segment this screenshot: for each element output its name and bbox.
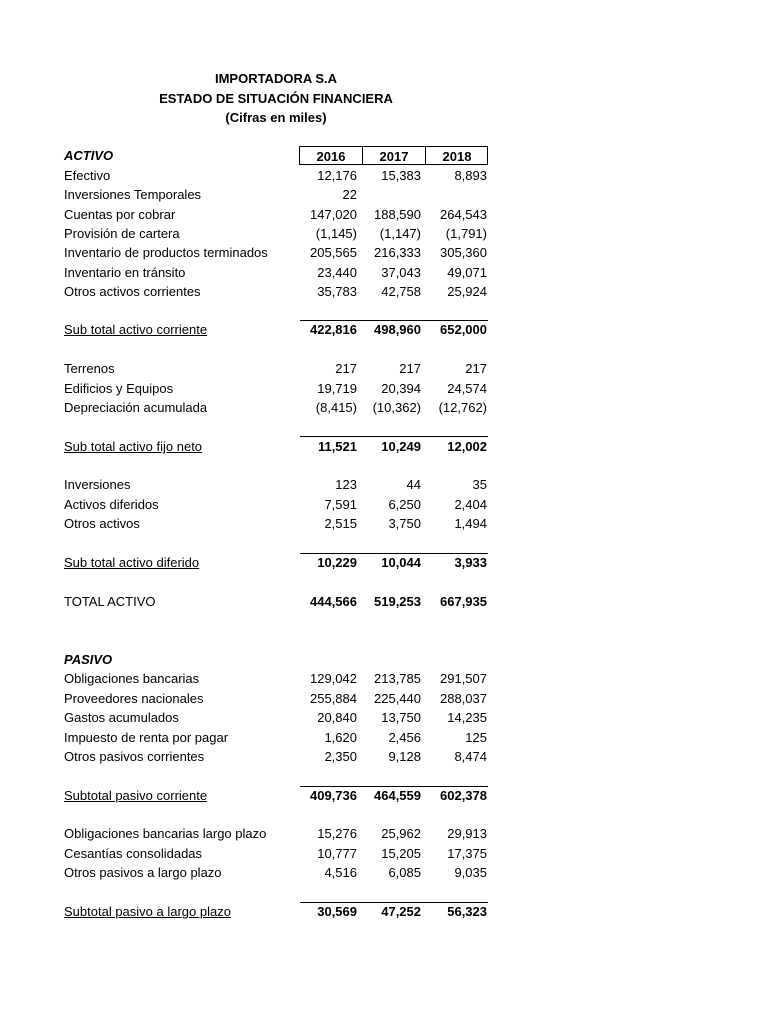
value-2016: 10,229 (317, 555, 357, 570)
table-row (0, 168, 768, 187)
value-2016: 147,020 (310, 207, 357, 222)
value-2018: 12,002 (447, 439, 487, 454)
value-2017: (10,362) (372, 400, 421, 415)
value-2017: 37,043 (381, 265, 421, 280)
value-2016: 217 (335, 361, 357, 376)
value-2018: 291,507 (440, 671, 487, 686)
value-2016: 23,440 (317, 265, 357, 280)
row-label: Obligaciones bancarias largo plazo (64, 826, 267, 841)
subtotal-label: Sub total activo corriente (64, 322, 208, 337)
value-2018: 29,913 (447, 826, 487, 841)
value-2016: 444,566 (310, 594, 357, 609)
row-label: Otros activos corrientes (64, 284, 201, 299)
table-row (0, 749, 768, 768)
value-2016: 129,042 (310, 671, 357, 686)
year-2017: 2017 (379, 149, 409, 164)
row-label: Otros pasivos corrientes (64, 749, 205, 764)
value-2018: 2,404 (454, 497, 487, 512)
value-2016: 15,276 (317, 826, 357, 841)
value-2017: 10,249 (381, 439, 421, 454)
table-row (0, 710, 768, 729)
value-2016: 409,736 (310, 788, 357, 803)
value-2016: 4,516 (324, 865, 357, 880)
value-2016: 255,884 (310, 691, 357, 706)
table-row (0, 846, 768, 865)
value-2017: 519,253 (374, 594, 421, 609)
value-2018: 217 (465, 361, 487, 376)
table-row (0, 691, 768, 710)
table-row (0, 516, 768, 535)
row-label: Gastos acumulados (64, 710, 179, 725)
row-label: Inventario en tránsito (64, 265, 186, 280)
table-row (0, 284, 768, 303)
table-row (0, 187, 768, 206)
value-2017: (1,147) (379, 226, 421, 241)
value-2016: 20,840 (317, 710, 357, 725)
subtotal-label: Sub total activo fijo neto (64, 439, 203, 454)
table-row (0, 226, 768, 245)
value-2016: 10,777 (317, 846, 357, 861)
value-2018: 667,935 (440, 594, 487, 609)
value-2016: 35,783 (317, 284, 357, 299)
value-2018: 305,360 (440, 245, 487, 260)
subtotal-row (0, 788, 768, 807)
subtotal-row (0, 439, 768, 458)
value-2018: 288,037 (440, 691, 487, 706)
value-2017: 20,394 (381, 381, 421, 396)
subtotal-row (0, 904, 768, 923)
pasivo-section-row (0, 652, 768, 671)
value-2016: 1,620 (324, 730, 357, 745)
value-2018: 49,071 (447, 265, 487, 280)
value-2018: 1,494 (454, 516, 487, 531)
value-2017: 498,960 (374, 322, 421, 337)
value-2016: 2,515 (324, 516, 357, 531)
value-2017: 15,205 (381, 846, 421, 861)
value-2018: 17,375 (447, 846, 487, 861)
value-2016: 30,569 (317, 904, 357, 919)
value-2018: 24,574 (447, 381, 487, 396)
company-name: IMPORTADORA S.A (214, 71, 338, 86)
table-row (0, 245, 768, 264)
value-2016: 123 (335, 477, 357, 492)
units-note: (Cifras en miles) (225, 110, 327, 125)
row-label: Inventario de productos terminados (64, 245, 268, 260)
value-2018: 56,323 (447, 904, 487, 919)
value-2018: 652,000 (440, 322, 487, 337)
row-label: Impuesto de renta por pagar (64, 730, 229, 745)
total-activo-label: TOTAL ACTIVO (64, 594, 156, 609)
row-label: Inversiones (64, 477, 131, 492)
table-row (0, 865, 768, 884)
value-2016: 22 (342, 187, 357, 202)
value-2018: 3,933 (454, 555, 487, 570)
value-2017: 225,440 (374, 691, 421, 706)
row-label: Otros pasivos a largo plazo (64, 865, 222, 880)
row-label: Obligaciones bancarias (64, 671, 200, 686)
table-row (0, 477, 768, 496)
value-2018: 9,035 (454, 865, 487, 880)
value-2018: 35 (472, 477, 487, 492)
subtotal-divider (300, 902, 488, 903)
value-2016: (8,415) (315, 400, 357, 415)
value-2017: 213,785 (374, 671, 421, 686)
year-2016: 2016 (316, 149, 346, 164)
row-label: Cesantías consolidadas (64, 846, 203, 861)
value-2018: 602,378 (440, 788, 487, 803)
value-2018: 125 (465, 730, 487, 745)
value-2017: 217 (399, 361, 421, 376)
value-2016: 422,816 (310, 322, 357, 337)
value-2016: 19,719 (317, 381, 357, 396)
table-row (0, 381, 768, 400)
value-2017: 216,333 (374, 245, 421, 260)
table-row (0, 497, 768, 516)
row-label: Inversiones Temporales (64, 187, 202, 202)
value-2016: 11,521 (317, 439, 357, 454)
value-2016: 12,176 (317, 168, 357, 183)
row-label: Otros activos (64, 516, 140, 531)
subtotal-label: Subtotal pasivo corriente (64, 788, 208, 803)
value-2018: 8,474 (454, 749, 487, 764)
row-label: Edificios y Equipos (64, 381, 174, 396)
value-2016: (1,145) (315, 226, 357, 241)
subtotal-row (0, 322, 768, 341)
subtotal-label: Sub total activo diferido (64, 555, 200, 570)
value-2017: 3,750 (388, 516, 421, 531)
subtotal-divider (300, 320, 488, 321)
value-2016: 2,350 (324, 749, 357, 764)
row-label: Terrenos (64, 361, 115, 376)
value-2018: 264,543 (440, 207, 487, 222)
row-label: Depreciación acumulada (64, 400, 208, 415)
value-2017: 9,128 (388, 749, 421, 764)
row-label: Provisión de cartera (64, 226, 180, 241)
subtotal-divider (300, 436, 488, 437)
subtotal-divider (300, 786, 488, 787)
value-2017: 15,383 (381, 168, 421, 183)
table-row (0, 400, 768, 419)
value-2017: 13,750 (381, 710, 421, 725)
row-label: Proveedores nacionales (64, 691, 204, 706)
value-2018: (1,791) (445, 226, 487, 241)
table-row (0, 730, 768, 749)
subtotal-divider (300, 553, 488, 554)
value-2018: 8,893 (454, 168, 487, 183)
total-activo-row (0, 594, 768, 613)
value-2017: 6,085 (388, 865, 421, 880)
table-row (0, 671, 768, 690)
statement-title: ESTADO DE SITUACIÓN FINANCIERA (159, 91, 393, 106)
subtotal-row (0, 555, 768, 574)
table-row (0, 826, 768, 845)
value-2017: 188,590 (374, 207, 421, 222)
value-2017: 42,758 (381, 284, 421, 299)
value-2017: 10,044 (381, 555, 421, 570)
pasivo-title: PASIVO (64, 652, 113, 667)
value-2017: 464,559 (374, 788, 421, 803)
row-label: Efectivo (64, 168, 111, 183)
table-row (0, 265, 768, 284)
value-2017: 6,250 (388, 497, 421, 512)
value-2017: 47,252 (381, 904, 421, 919)
value-2016: 205,565 (310, 245, 357, 260)
value-2017: 2,456 (388, 730, 421, 745)
value-2018: (12,762) (438, 400, 487, 415)
table-row (0, 207, 768, 226)
value-2016: 7,591 (324, 497, 357, 512)
value-2017: 44 (406, 477, 421, 492)
value-2018: 14,235 (447, 710, 487, 725)
value-2017: 25,962 (381, 826, 421, 841)
table-row (0, 361, 768, 380)
value-2018: 25,924 (447, 284, 487, 299)
activo-title: ACTIVO (64, 148, 114, 163)
year-header (299, 146, 488, 165)
row-label: Cuentas por cobrar (64, 207, 176, 222)
row-label: Activos diferidos (64, 497, 159, 512)
year-2018: 2018 (442, 149, 472, 164)
subtotal-label: Subtotal pasivo a largo plazo (64, 904, 231, 919)
